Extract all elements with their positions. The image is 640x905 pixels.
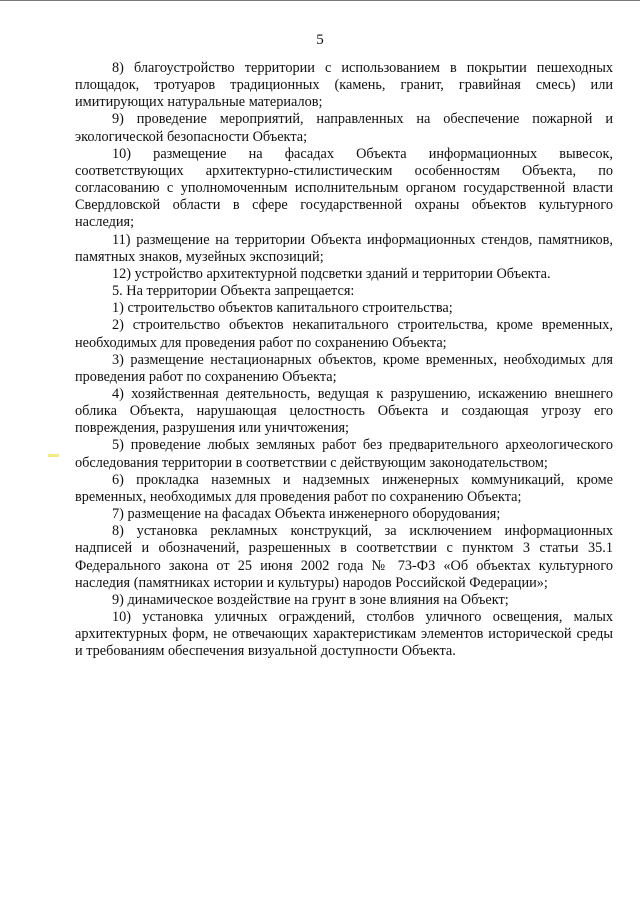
paragraph-allowed-11: 11) размещение на территории Объекта информационных стендов, памятников, памятных знаков, музейных экспозиций; xyxy=(75,231,613,265)
paragraph-prohibited-10: 10) установка уличных ограждений, столбов уличного освещения, малых архитектурных форм, не отвечающих характеристикам элементов исторической среды и требованиям обеспечения визуальной доступности Объекта. xyxy=(75,609,613,660)
paragraph-allowed-8: 8) благоустройство территории с использованием в покрытии пешеходных площадок, тротуаров традиционных (камень, гранит, гравийная смесь) или имитирующих натуральные материалов; xyxy=(75,60,613,111)
paragraph-allowed-9: 9) проведение мероприятий, направленных на обеспечение пожарной и экологической безопасности Объекта; xyxy=(75,111,613,145)
paragraph-prohibited-9: 9) динамическое воздействие на грунт в зоне влияния на Объект; xyxy=(112,591,509,608)
page-number: 5 xyxy=(316,32,324,48)
paragraph-prohibited-2: 2) строительство объектов некапитального строительства, кроме временных, необходимых для проведения работ по сохранению Объекта; xyxy=(75,317,613,351)
section-heading-prohibited: 5. На территории Объекта запрещается: xyxy=(112,283,355,300)
paragraph-allowed-10: 10) размещение на фасадах Объекта информационных вывесок, соответствующих архитектурно-стилистическим особенностям Объекта, по согласованию с уполномоченным исполнительным органом государственной власти Свердловской области в сфере государственной охраны объектов культурного наследия; xyxy=(75,145,613,231)
paragraph-prohibited-4: 4) хозяйственная деятельность, ведущая к разрушению, искажению внешнего облика Объекта, нарушающая целостность Объекта и создающая угрозу его повреждения, разрушения или уничтожения; xyxy=(75,385,613,437)
paragraph-prohibited-1: 1) строительство объектов капитального строительства; xyxy=(112,300,453,317)
paragraph-prohibited-5: 5) проведение любых земляных работ без предварительного археологического обследования территории в соответствии с действующим законодательством; xyxy=(75,437,613,471)
paragraph-prohibited-3: 3) размещение нестационарных объектов, кроме временных, необходимых для проведения работ по сохранению Объекта; xyxy=(75,351,613,385)
highlighter-mark xyxy=(48,454,59,457)
paragraph-prohibited-6: 6) прокладка наземных и надземных инженерных коммуникаций, кроме временных, необходимых для проведения работ по сохранению Объекта; xyxy=(75,471,613,505)
paragraph-allowed-12: 12) устройство архитектурной подсветки зданий и территории Объекта. xyxy=(112,265,551,282)
document-body xyxy=(75,60,613,660)
paragraph-prohibited-8: 8) установка рекламных конструкций, за исключением информационных надписей и обозначений, разрешенных в соответствии с пунктом 3 статьи 35.1 Федерального закона от 25 июня 2002 года № 73-ФЗ «Об объектах культурного наследия (памятниках истории и культуры) народов Российской Федерации»; xyxy=(75,523,613,591)
paragraph-prohibited-7: 7) размещение на фасадах Объекта инженерного оборудования; xyxy=(112,506,501,523)
